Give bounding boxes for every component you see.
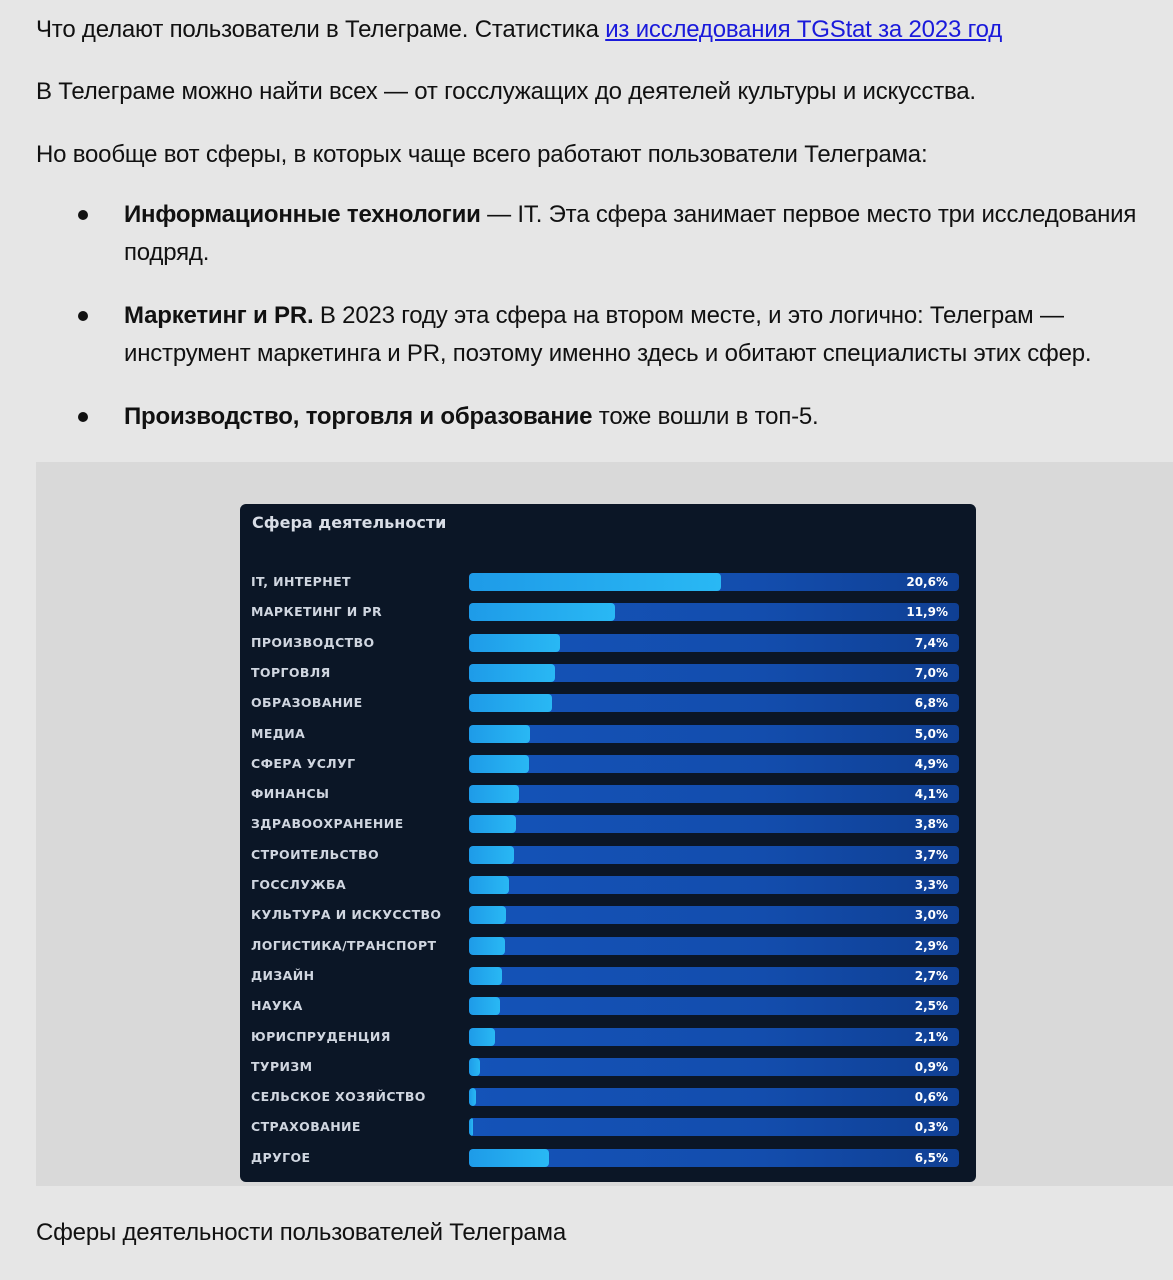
bar-track <box>469 573 959 591</box>
chart-title: Сфера деятельности <box>252 513 447 532</box>
bar <box>469 876 509 894</box>
chart-row <box>240 724 976 744</box>
value-label: 2,5% <box>914 999 948 1014</box>
chart-row <box>240 1027 976 1047</box>
value-label: 6,8% <box>914 696 948 711</box>
intro-text: Что делают пользователи в Телеграме. Статистика <box>36 16 606 43</box>
bar <box>469 815 516 833</box>
category-label: ГОССЛУЖБА <box>251 877 347 892</box>
bar <box>469 937 505 955</box>
category-label: НАУКА <box>251 998 303 1014</box>
bar-track <box>469 725 959 743</box>
category-label: КУЛЬТУРА И ИСКУССТВО <box>251 907 442 923</box>
bar <box>469 785 519 803</box>
bar <box>469 755 529 773</box>
category-label: МЕДИА <box>251 725 306 741</box>
bullet-dot-icon <box>78 412 88 422</box>
bar <box>469 967 502 985</box>
bar <box>469 1088 476 1106</box>
bullet-dot-icon <box>78 311 88 321</box>
category-label: ДРУГОЕ <box>251 1149 311 1165</box>
tgstat-research-link[interactable]: из исследования TGStat за 2023 год <box>605 16 1003 43</box>
bar-track <box>469 1149 959 1167</box>
bar <box>469 1058 480 1076</box>
category-label: СТРОИТЕЛЬСТВО <box>251 846 379 862</box>
bar-track <box>469 1058 959 1076</box>
value-label: 6,5% <box>914 1150 948 1165</box>
bar <box>469 694 552 712</box>
category-label: СЕЛЬСКОЕ ХОЗЯЙСТВО <box>251 1089 426 1105</box>
chart-row <box>240 602 976 622</box>
category-label: МАРКЕТИНГ И PR <box>251 604 382 620</box>
chart-row <box>240 996 976 1016</box>
chart-rows <box>240 504 976 1182</box>
category-label: СТРАХОВАНИЕ <box>251 1119 361 1135</box>
bar <box>469 664 555 682</box>
chart-row <box>240 845 976 865</box>
value-label: 20,6% <box>906 575 948 589</box>
chart-row <box>240 1148 976 1168</box>
bar <box>469 634 560 652</box>
value-label: 7,4% <box>914 635 948 650</box>
chart-row <box>240 1117 976 1137</box>
bar-track <box>469 664 959 682</box>
bar <box>469 1149 549 1167</box>
category-label: ДИЗАЙН <box>251 967 315 983</box>
chart-row <box>240 814 976 834</box>
bar-track <box>469 603 959 621</box>
chart-row <box>240 905 976 925</box>
bullet-item-it <box>124 196 1164 272</box>
bullet-text: — IT. Эта сфера занимает первое место три исследования подряд. <box>124 201 1137 266</box>
chart-row <box>240 966 976 986</box>
bar-track <box>469 694 959 712</box>
intro-paragraph-3: Но вообще вот сферы, в которых чаще всего работают пользователи Телеграма: <box>36 141 928 168</box>
value-label: 2,7% <box>914 968 948 983</box>
bar-track <box>469 1118 959 1136</box>
category-label: ЛОГИСТИКА/ТРАНСПОРТ <box>251 937 437 953</box>
bar <box>469 1028 495 1046</box>
category-label: ЗДРАВООХРАНЕНИЕ <box>251 816 404 832</box>
chart-card <box>240 504 976 1182</box>
bar <box>469 573 721 591</box>
bar-track <box>469 997 959 1015</box>
chart-row <box>240 693 976 713</box>
value-label: 11,9% <box>906 605 948 620</box>
bar <box>469 906 506 924</box>
value-label: 0,3% <box>914 1120 948 1135</box>
value-label: 4,9% <box>914 756 948 771</box>
chart-row <box>240 784 976 804</box>
chart-row <box>240 663 976 683</box>
bar-track <box>469 755 959 773</box>
value-label: 7,0% <box>914 665 948 680</box>
category-label: ОБРАЗОВАНИЕ <box>251 695 363 711</box>
value-label: 5,0% <box>914 726 948 741</box>
category-label: СФЕРА УСЛУГ <box>251 755 356 771</box>
bar-track <box>469 846 959 864</box>
bullet-item-top5 <box>124 398 1164 436</box>
chart-row <box>240 572 976 592</box>
bar-track <box>469 937 959 955</box>
bar <box>469 997 500 1015</box>
bar-track <box>469 1028 959 1046</box>
bullet-item-marketing <box>124 297 1164 373</box>
intro-paragraph-1 <box>36 15 1002 45</box>
bar-track <box>469 634 959 652</box>
category-label: ЮРИСПРУДЕНЦИЯ <box>251 1028 391 1044</box>
bullet-bold: Производство, торговля и образование <box>124 403 593 430</box>
category-label: ПРОИЗВОДСТВО <box>251 634 375 650</box>
chart-row <box>240 633 976 653</box>
bar-track <box>469 876 959 894</box>
value-label: 2,9% <box>914 938 948 953</box>
bullet-dot-icon <box>78 210 88 220</box>
bar <box>469 846 514 864</box>
category-label: ФИНАНСЫ <box>251 786 330 802</box>
bullet-text: В 2023 году эта сфера на втором месте, и это логично: Телеграм — инструмент маркетинга и PR, поэтому именно здесь и обитают специалисты этих сфер. <box>124 302 1092 367</box>
value-label: 0,9% <box>914 1059 948 1074</box>
chart-row <box>240 875 976 895</box>
bullet-bold: Информационные технологии <box>124 201 481 228</box>
bar <box>469 1118 473 1136</box>
bar-track <box>469 815 959 833</box>
value-label: 3,7% <box>914 847 948 862</box>
bar-track <box>469 967 959 985</box>
category-label: ТУРИЗМ <box>251 1058 313 1074</box>
value-label: 3,0% <box>914 908 948 923</box>
chart-row <box>240 754 976 774</box>
bar-track <box>469 1088 959 1106</box>
value-label: 4,1% <box>914 787 948 802</box>
value-label: 3,8% <box>914 817 948 832</box>
bar-track <box>469 785 959 803</box>
value-label: 0,6% <box>914 1090 948 1105</box>
value-label: 3,3% <box>914 878 948 892</box>
intro-paragraph-2: В Телеграме можно найти всех — от госслужащих до деятелей культуры и искусства. <box>36 78 976 105</box>
bar-track <box>469 906 959 924</box>
bullet-bold: Маркетинг и PR. <box>124 302 314 329</box>
bar <box>469 603 615 621</box>
chart-row <box>240 936 976 956</box>
category-label: IT, ИНТЕРНЕТ <box>251 574 351 589</box>
chart-row <box>240 1087 976 1107</box>
bullet-text: тоже вошли в топ-5. <box>592 403 819 430</box>
category-label: ТОРГОВЛЯ <box>251 664 331 680</box>
value-label: 2,1% <box>914 1029 948 1044</box>
chart-row <box>240 1057 976 1077</box>
bar <box>469 725 530 743</box>
figure-caption: Сферы деятельности пользователей Телеграма <box>36 1219 567 1246</box>
